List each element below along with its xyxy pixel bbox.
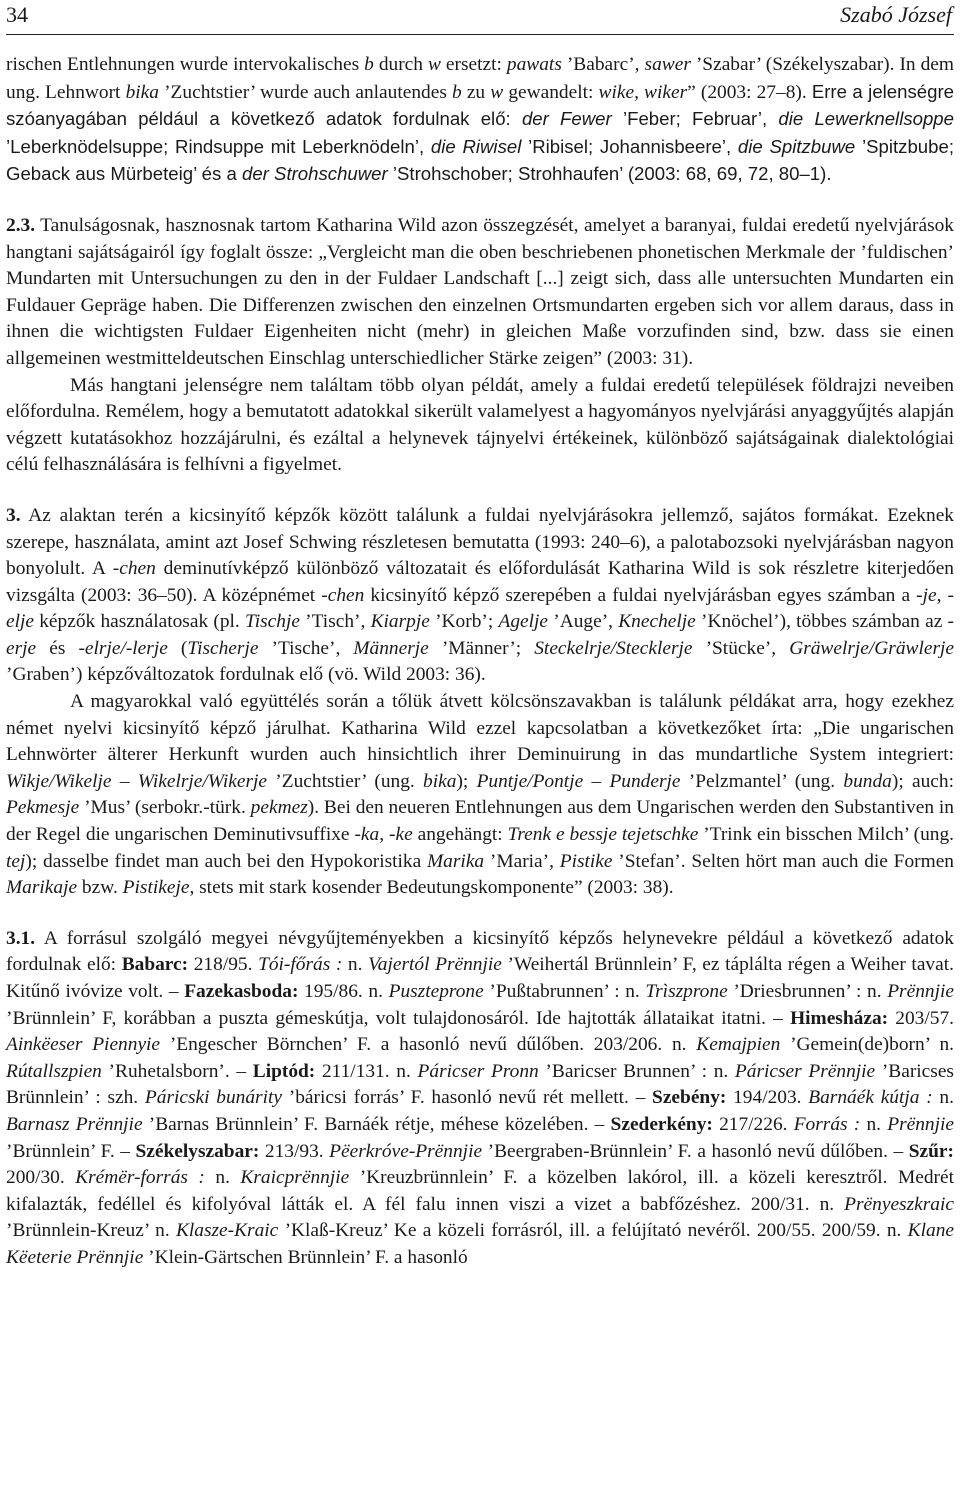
- text-run: rischen Entlehnungen wurde intervokalisches: [6, 54, 365, 75]
- text-run: ’Maria’,: [484, 850, 560, 872]
- text-run: angehängt:: [412, 824, 508, 846]
- text-run: Páricser Pronn: [417, 1060, 539, 1082]
- text-run: kicsinyítő képző szerepében a fuldai nyelvjárásban egyes számban a: [364, 584, 917, 606]
- text-run: n.: [860, 1113, 888, 1135]
- text-run: ’Pußtabrunnen’ : n.: [483, 981, 646, 1002]
- text-run: ersetzt:: [440, 54, 507, 75]
- text-run: -elrje/-lerje: [78, 637, 168, 659]
- text-run: ’Brünnlein’ F. –: [6, 1140, 136, 1162]
- text-run: n.: [342, 954, 369, 976]
- text-run: ’Babarc’,: [561, 54, 645, 75]
- text-run: 194/203.: [726, 1087, 809, 1109]
- text-run: Tói-főrás :: [258, 954, 343, 976]
- text-run: ’Graben’) képzőváltozatok fordulnak elő (vö. Wild 2003: 36).: [6, 664, 486, 686]
- paragraph-5: [6, 689, 954, 902]
- text-run: Pëerkróve-Prënnjie: [329, 1140, 483, 1162]
- text-run: sawer: [644, 54, 691, 75]
- page-number: 34: [6, 2, 28, 27]
- text-run: 211/131. n.: [315, 1060, 418, 1082]
- text-run: ” (2003: 27–8).: [687, 81, 812, 103]
- text-run: die Spitzbuwe: [737, 135, 856, 157]
- text-run: Tischerje: [187, 637, 259, 659]
- text-run: , stets mit stark kosender Bedeutungskomponente” (2003: 38).: [189, 877, 674, 899]
- text-run: Klane Këeterie Prënnjie: [6, 1220, 954, 1268]
- text-run: deminutívképző különböző változatait és előfordulását Katharina Wild is sok részletre kiterjedően vizsgálta (2003: 36–50). A középnémet: [6, 558, 954, 606]
- text-run: w: [427, 54, 441, 75]
- text-run: ’Leberknödelsuppe; Rindsuppe mit Leberknödeln’,: [6, 135, 431, 157]
- text-run: Tanulságosnak, hasznosnak tartom Katharina Wild azon összegzését, amelyet a baranyai, fuldai eredetű nyelvjárások hangtani sajátságairól így foglalt össze: „Vergleicht man die oben beschriebenen phonetischen Merkmale der ’fuldischen’ Mundarten mit Untersuchungen zu den in der Fuldaer Landschaft [...] zeigt sich, dass alle untersuchten Mundarten ein Fuldauer Gepräge haben. Die Differenzen zwischen den einzelnen Ortsmundarten ergeben sich vor allem daraus, dass in ihnen die wichtigsten Fuldaer Eigenheiten nicht (mehr) in gleichen Maße vorzufinden sind, bzw. dass sie einen allgemeinen westmitteldeutschen Einschlag unterschiedlicher Stärke zeigen” (2003: 31).: [6, 214, 954, 369]
- text-run: durch: [373, 54, 428, 75]
- text-run: ’Baricses Brünnlein’ : szh.: [6, 1060, 954, 1109]
- text-run: Gräwelrje/Gräwlerje: [789, 637, 954, 659]
- text-run: ka, -ke: [360, 824, 413, 846]
- text-run: Agelje: [498, 611, 549, 633]
- paragraph-2: [6, 213, 954, 373]
- text-run: Kraicprënnjie: [240, 1167, 350, 1189]
- text-run: ’Barnas Brünnlein’ F. Barnáék rétje, méhese közelében. –: [142, 1113, 611, 1135]
- text-run: ’Pelzmantel’ (ung.: [680, 770, 844, 792]
- text-run: ); dasselbe findet man auch bei den Hypokoristika: [25, 850, 428, 872]
- text-run: ’Spitzbube; Geback aus Mürbeteig’ és a: [6, 135, 954, 185]
- text-run: 195/86. n.: [298, 981, 389, 1002]
- text-run: ’Engescher Börnchen’ F. a hasonló nevű dűlőben. 203/206. n.: [160, 1034, 697, 1056]
- text-run: Prënnjie: [887, 1113, 954, 1135]
- text-run: ’Kreuzbrünnlein’ F. a közelben lakórol, ill. a közeli keresztről. Medrét kifalazták, fedéllel és kifolyóval látták el. A fél falu innen viszi a vizet a babfőzéshez. 200/31. n.: [6, 1167, 954, 1215]
- text-run: );: [456, 770, 477, 792]
- text-run: Ainkëeser Piennyie: [6, 1034, 161, 1056]
- text-run: ’Männer’;: [428, 637, 535, 659]
- text-run: ’Brünnlein-Kreuz’ n.: [6, 1220, 176, 1242]
- section-number: 3.1.: [6, 927, 36, 949]
- paragraph-4: [6, 503, 954, 689]
- text-run: ’Trink ein bisschen Milch’ (ung.: [698, 824, 954, 846]
- text-run: bika: [125, 81, 159, 103]
- text-run: Steckelrje/Stecklerje: [534, 637, 693, 659]
- place-name: Liptód:: [252, 1060, 316, 1082]
- text-run: Az alaktan terén a kicsinyítő képzők között találunk a fuldai nyelvjárásokra jellemző, sajátos formákat. Ezeknek szerepe, használata, amint azt Josef Schwing részletesen bemutatta (1993: 240–6), a palotabozsoki nyelvjárásban nagyon bonyolult. A: [6, 504, 954, 580]
- text-run: b: [364, 54, 374, 75]
- text-run: der Fewer: [521, 108, 612, 130]
- text-run: die Lewerknellsoppe: [778, 108, 954, 130]
- text-run: Más hangtani jelenségre nem találtam több olyan példát, amely a fuldai eredetű települések földrajzi neveiben előfordulna. Remélem, hogy a bemutatott adatokkal sikerült valamelyest a hagyományos nyelvjárási anyaggyűjtés alapján végzett kutatásokhoz hozzájárulni, és ezáltal a helynevek tájnyelvi értékeinek, különböző sajátságainak dialektológiai célú felhasználására is felhívni a figyelmet.: [6, 374, 954, 476]
- text-run: Knechelje: [618, 611, 696, 633]
- text-run: ’Klaß-Kreuz’ Ke a közeli forrásról, ill. a felújítató nevéről. 200/55. 200/59. n.: [278, 1220, 908, 1242]
- text-run: Marikaje: [6, 877, 78, 899]
- text-run: Vajertól Prënnjie: [368, 954, 502, 976]
- text-run: ’Zuchtstier’ (ung.: [267, 770, 424, 792]
- text-run: 217/226.: [712, 1113, 794, 1135]
- paragraph-6: [6, 926, 954, 1272]
- text-run: ’Weihertál Brünnlein’ F, ez táplálta régen a Weiher tavat. Kitűnő ivóvize volt. –: [6, 954, 954, 1002]
- text-run: ’Gemein(de)born’ n.: [780, 1034, 955, 1056]
- text-run: ’Brünnlein’ F, korábban a puszta gémeskútja, volt tulajdonosáról. Ide hajtották állataikat itatni. –: [6, 1007, 791, 1029]
- text-run: ); auch:: [891, 770, 954, 792]
- text-run: pekmez: [250, 797, 308, 819]
- text-run: ’Tische’,: [258, 637, 354, 659]
- page-header: [6, 0, 954, 35]
- text-run: ’Ribisel; Johannisbeere’,: [521, 135, 738, 157]
- text-run: Páricser Prënnjie: [734, 1060, 876, 1082]
- text-run: ’Stücke’,: [692, 637, 790, 659]
- text-run: Pekmesje: [6, 797, 80, 819]
- text-run: ’Zuchtstier’ wurde auch anlautendes: [158, 81, 452, 103]
- text-run: Tischje: [245, 611, 300, 633]
- text-run: 200/30.: [6, 1167, 76, 1189]
- text-run: ’báricsi forrás’ F. hasonló nevű rét mellett. –: [281, 1087, 653, 1109]
- place-name: Szederkény:: [610, 1113, 713, 1135]
- text-run: Wikje/Wikelje – Wikelrje/Wikerje: [6, 770, 267, 792]
- paragraph-1: [6, 52, 954, 189]
- place-name: Fazekasboda:: [184, 981, 299, 1002]
- text-run: A forrásul szolgáló megyei névgyűjteményekben a kicsinyítő képzős helynevekre például a következő adatok fordulnak elő:: [6, 927, 954, 976]
- text-run: ). Bei den neueren Entlehnungen aus dem Ungarischen werden den Substantiven in der Regel die ungarischen Deminutivsuffixe -: [6, 797, 954, 846]
- section-number: 2.3.: [6, 214, 36, 236]
- text-run: gewandelt:: [503, 81, 599, 103]
- text-run: Pistikeje: [122, 877, 190, 899]
- text-run: (: [167, 637, 188, 659]
- text-run: pawats: [506, 54, 562, 75]
- text-run: Marika: [427, 850, 485, 872]
- text-run: Klasze-Kraic: [175, 1220, 279, 1242]
- text-run: ’Ruhetalsborn’. –: [101, 1060, 253, 1082]
- text-run: Barnasz Prënnjie: [6, 1113, 143, 1135]
- text-run: 218/95.: [188, 954, 259, 976]
- text-run: 203/57.: [888, 1007, 954, 1029]
- place-name: Székelyszabar:: [135, 1140, 260, 1162]
- text-run: A magyarokkal való együttélés során a tőlük átvett kölcsönszavakban is találunk példákat arra, hogy ezekhez német nyelvi kicsinyítő képző járulhat. Katharina Wild ezzel kapcsolatban a következőket írta: „Die ungarischen Lehnwörter älterer Herkunft wurden auch hinsichtlich ihrer Deminuirung in das mundartliche System integriert:: [6, 691, 954, 766]
- text-run: Rútallszpien: [6, 1060, 102, 1082]
- text-run: ’Beergraben-Brünnlein’ F. a hasonló nevű dűlőben. –: [482, 1140, 909, 1162]
- text-run: w: [490, 81, 504, 103]
- text-run: die Riwisel: [430, 135, 522, 157]
- text-run: bika: [423, 770, 457, 792]
- text-run: bunda: [843, 770, 892, 792]
- text-run: ’Baricser Brunnen’ : n.: [538, 1060, 735, 1082]
- text-run: 213/93.: [259, 1140, 330, 1162]
- text-run: ’Driesbrunnen’ : n.: [727, 981, 888, 1002]
- text-run: ’Auge’,: [548, 611, 619, 633]
- place-name: Szűr:: [908, 1140, 954, 1162]
- text-run: -chen: [321, 584, 365, 606]
- running-head: Szabó József: [840, 2, 952, 27]
- place-name: Babarc:: [121, 954, 189, 976]
- text-run: -erje: [6, 611, 955, 659]
- text-run: Barnáék kútja :: [808, 1087, 933, 1109]
- text-run: ’Mus’ (serbokr.-türk.: [79, 797, 251, 819]
- text-run: Prënyeszkraic: [844, 1193, 954, 1215]
- text-run: ’Korb’;: [429, 611, 499, 633]
- text-run: Prënnjie: [887, 981, 954, 1002]
- text-run: ’Knöchel’), többes számban az: [695, 611, 948, 633]
- text-run: Pistike: [559, 850, 613, 872]
- text-run: ’Szabar’ (Székelyszabar). In dem ung. Lehnwort: [6, 54, 954, 103]
- text-run: zu: [461, 81, 491, 103]
- text-run: és: [36, 637, 79, 659]
- text-run: Páricski bunárity: [144, 1087, 282, 1109]
- text-run: -chen: [112, 558, 156, 580]
- text-run: Kiarpje: [370, 611, 430, 633]
- text-run: Puszteprone: [388, 981, 484, 1002]
- text-run: ’Strohschober; Strohhaufen’ (2003: 68, 69, 72, 80–1).: [387, 163, 832, 185]
- section-number: 3.: [6, 504, 21, 526]
- paragraph-3: [6, 373, 954, 479]
- text-run: -je: [916, 584, 937, 606]
- text-run: bzw.: [77, 877, 123, 899]
- place-name: Szebény:: [652, 1087, 727, 1109]
- text-run: Trìszprone: [645, 981, 728, 1002]
- text-run: képzők használatosak (pl.: [34, 611, 245, 633]
- text-run: Puntje/Pontje – Punderje: [476, 770, 681, 792]
- text-run: ’Stefan’. Selten hört man auch die Formen: [612, 850, 954, 872]
- text-run: der Strohschuwer: [242, 163, 388, 185]
- text-run: ’Tisch’,: [299, 611, 371, 633]
- text-run: ’Klein-Gärtschen Brünnlein’ F. a hasonló: [143, 1246, 468, 1268]
- text-run: b: [452, 81, 462, 103]
- text-run: Forrás :: [793, 1113, 861, 1135]
- text-run: ’Feber; Februar’,: [611, 108, 779, 130]
- text-run: n.: [204, 1167, 241, 1189]
- text-run: tej: [6, 850, 26, 872]
- text-run: wike, wiker: [598, 81, 688, 103]
- text-run: ,: [936, 584, 948, 606]
- text-run: Männerje: [353, 637, 429, 659]
- text-run: Erre a jelenségre szóanyagában például a következő adatok fordulnak elő:: [6, 80, 954, 130]
- text-run: n.: [932, 1087, 954, 1109]
- body-text: [6, 52, 954, 1272]
- text-run: -elje: [6, 584, 954, 633]
- text-run: Krémër-forrás :: [75, 1167, 205, 1189]
- place-name: Himesháza:: [790, 1007, 889, 1029]
- text-run: Kemajpien: [696, 1034, 781, 1056]
- text-run: Trenk e bessje tejetschke: [507, 824, 699, 846]
